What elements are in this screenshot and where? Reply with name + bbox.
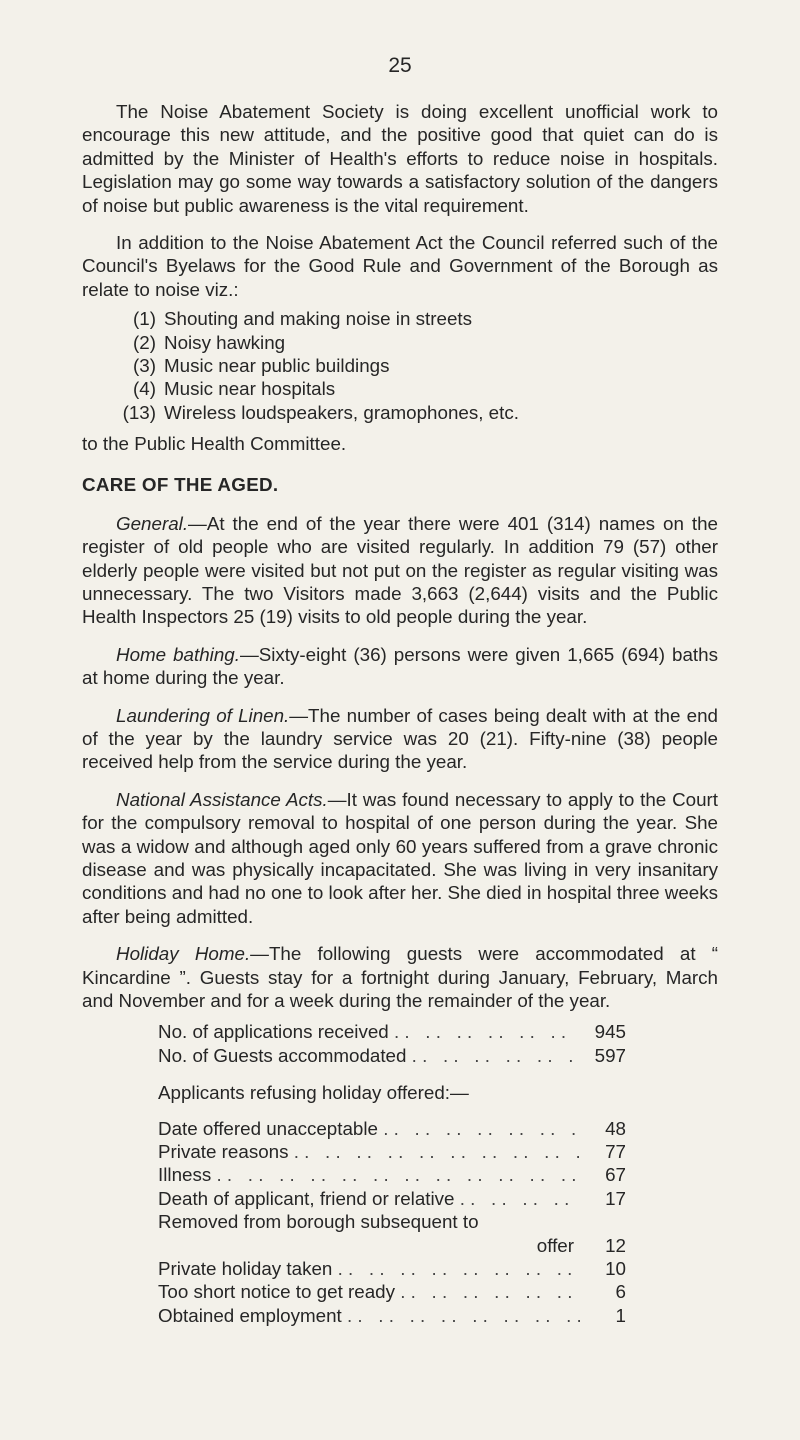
table-row: Private reasons . . 77 — [158, 1140, 626, 1163]
list-item: (2) Noisy hawking — [133, 331, 286, 353]
paragraph-national-assistance: National Assistance Acts.—It was found necessary to apply to the Court for the compulsory removal to hospital of one person during the year. She was a widow and although aged only 60 years suffered from a grave chronic disease and was physically incapacitated. She was living in very insanitary conditions and had no one to look after her. She died in hospital three weeks after being admitted. — [82, 788, 718, 927]
list-item: (3) Music near public buildings — [133, 355, 390, 377]
paragraph-committee: to the Public Health Committee. — [82, 433, 347, 455]
table-row: Removed from borough subsequent to — [158, 1211, 479, 1233]
paragraph-laundering: Laundering of Linen.—The number of cases being dealt with at the end of the year by the laundry service was 20 (21). Fifty-nine (38) people received help from the service during the year. — [82, 704, 718, 773]
table-row: Private holiday taken . . 10 — [158, 1257, 626, 1280]
paragraph-byelaws-intro: In addition to the Noise Abatement Act the Council referred such of the Council's Byelaws for the Good Rule and Government of the Borough as relate to noise viz.: — [82, 232, 718, 300]
paragraph-noise-society: The Noise Abatement Society is doing excellent unofficial work to encourage this new attitude, and the positive good that quiet can do is admitted by the Minister of Health's efforts to reduce noise in hospitals. Legislation may go some way towards a satisfactory solution of the dangers of noise but public awareness is the vital requirement. — [82, 101, 718, 216]
table-row: Illness . . 67 — [158, 1163, 626, 1186]
table-row: Date offered unacceptable . . 48 — [158, 1117, 626, 1140]
table-row: Too short notice to get ready . . 6 — [158, 1280, 626, 1303]
table-row: offer 12 — [536, 1234, 626, 1256]
table-row: Death of applicant, friend or relative . . 17 — [158, 1187, 626, 1210]
page-number: 25 — [388, 54, 412, 77]
table-row: Obtained employment . . 1 — [158, 1304, 626, 1327]
refusals-heading: Applicants refusing holiday offered:— — [158, 1082, 469, 1104]
holiday-statistics-table — [158, 1020, 626, 1327]
list-item: (4) Music near hospitals — [133, 378, 336, 400]
list-item: (13) Wireless loudspeakers, gramophones, etc. — [122, 401, 519, 423]
paragraph-holiday-home: Holiday Home.—The following guests were accommodated at “ Kincardine ”. Guests stay for a fortnight during January, February, March and November and for a week during the remainder of the year. — [82, 943, 719, 1011]
paragraph-home-bathing: Home bathing.—Sixty-eight (36) persons were given 1,665 (694) baths at home during the year. — [82, 643, 718, 689]
section-heading: CARE OF THE AGED. — [82, 473, 279, 495]
byelaw-list — [82, 307, 718, 424]
list-item: (1) Shouting and making noise in streets — [133, 308, 472, 330]
paragraph-general: General.—At the end of the year there were 401 (314) names on the register of old people who are visited regularly. In addition 79 (57) other elderly people were visited but not put on the register as regular visiting was unnecessary. The two Visitors made 3,663 (2,644) visits and the Public Health Inspectors 25 (19) visits to old people during the year. — [82, 512, 718, 628]
table-row: No. of Guests accommodated . . 597 — [158, 1044, 626, 1067]
table-row: No. of applications received . . 945 — [158, 1020, 626, 1043]
